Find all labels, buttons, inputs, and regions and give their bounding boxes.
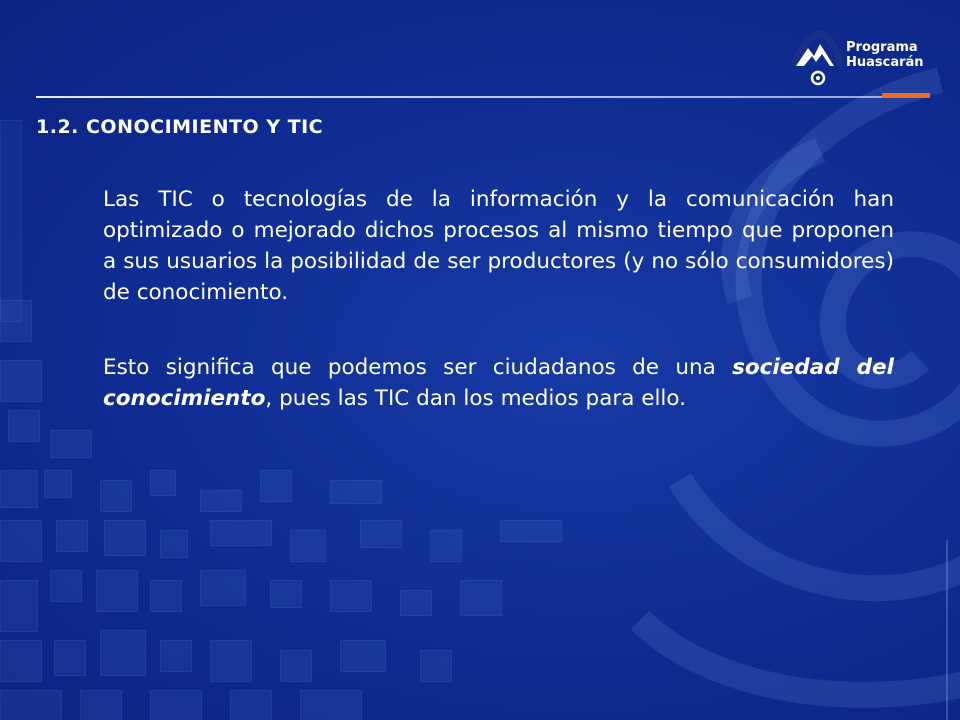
paragraph-2-end: , pues las TIC dan los medios para ello.	[265, 386, 687, 411]
right-edge-line	[946, 540, 948, 720]
emphasis-sociedad-del-conocimiento: sociedad del conocimiento	[103, 355, 894, 411]
header-accent-bar	[882, 93, 930, 98]
logo-line-1: Programa	[846, 40, 918, 55]
logo-line-2: Huascarán	[846, 55, 924, 70]
header-divider	[36, 96, 930, 98]
huascaran-mountain-logo-icon	[790, 26, 842, 88]
programa-huascaran-logo	[790, 26, 940, 90]
paragraph-1: Las TIC o tecnologías de la información y la comunicación han optimizado o mejorado dichos procesos al mismo tiempo que proponen a sus usuarios la posibilidad de ser productores (y no sólo consumidores) de conocimiento.	[103, 187, 894, 305]
logo-text	[846, 40, 924, 70]
paragraph-2	[103, 352, 894, 414]
paragraph-2-start: Esto significa que podemos ser ciudadanos de una	[103, 355, 733, 380]
slide-title: 1.2. CONOCIMIENTO Y TIC	[36, 116, 324, 138]
